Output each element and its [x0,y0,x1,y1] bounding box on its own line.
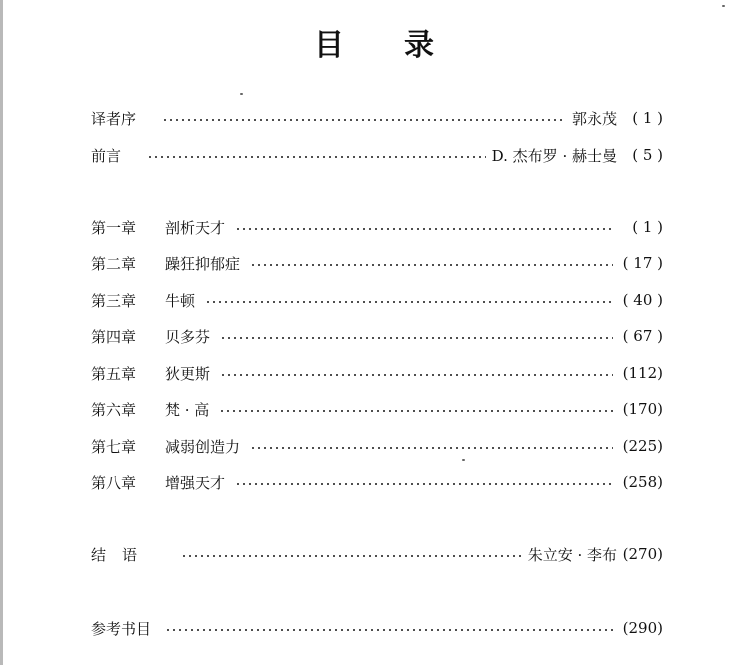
entry-page: (112) [622,364,663,382]
toc-entry-chapter-7[interactable] [91,435,663,457]
chapter-title: 剖析天才 [165,218,226,237]
page-title [0,20,750,64]
entry-page: (270) [622,545,663,563]
entry-page: ( 5 ) [632,146,663,164]
leader-dots [220,337,613,339]
entry-page: ( 17 ) [622,254,663,272]
toc-entry-chapter-1[interactable] [91,216,663,238]
toc-entry-chapter-6[interactable] [91,398,663,420]
entry-page: (258) [622,473,663,491]
chapter-title: 梵 · 高 [165,400,210,419]
leader-dots [162,119,566,121]
chapter-number: 第一章 [91,218,137,237]
entry-title: 参考书目 [91,619,152,638]
leader-dots [165,629,613,631]
toc-entry-chapter-4[interactable] [91,325,663,347]
entry-author: 朱立安 · 李布 [527,545,617,564]
title-char-1: 目 [314,28,346,63]
scan-speck [240,93,243,95]
toc-entry-conclusion[interactable] [91,543,663,565]
leader-dots [219,410,613,412]
chapter-number: 第七章 [91,437,137,456]
leader-dots [235,228,613,230]
chapter-title: 牛顿 [165,291,196,310]
leader-dots [250,447,613,449]
chapter-number: 第二章 [91,254,137,273]
page-left-edge [0,0,3,665]
toc-entry-chapter-3[interactable] [91,289,663,311]
leader-dots [147,156,486,158]
chapter-title: 减弱创造力 [165,437,241,456]
chapter-title: 狄更斯 [165,364,211,383]
entry-author: D. 杰布罗 · 赫士曼 [491,146,617,165]
toc-entry-preface[interactable] [91,144,663,166]
scan-speck [462,459,465,461]
chapter-title: 贝多芬 [165,327,211,346]
chapter-number: 第五章 [91,364,137,383]
leader-dots [250,264,613,266]
chapter-number: 第六章 [91,400,137,419]
chapter-title: 躁狂抑郁症 [165,254,241,273]
leader-dots [235,483,613,485]
entry-page: (290) [622,619,663,637]
entry-page: ( 67 ) [622,327,663,345]
entry-page: ( 40 ) [622,291,663,309]
entry-title: 结语 [91,545,154,564]
toc-entry-bibliography[interactable] [91,617,663,639]
leader-dots [181,555,522,557]
chapter-number: 第八章 [91,473,137,492]
entry-title: 译者序 [91,109,137,128]
entry-page: ( 1 ) [632,109,663,127]
toc-entry-translator-preface[interactable] [91,107,663,129]
chapter-number: 第四章 [91,327,137,346]
title-char-2: 录 [404,28,436,63]
leader-dots [205,301,613,303]
leader-dots [220,374,613,376]
toc-entry-chapter-2[interactable] [91,252,663,274]
entry-page: ( 1 ) [632,218,663,236]
chapter-title: 增强天才 [165,473,226,492]
entry-page: (170) [622,400,663,418]
entry-title: 前言 [91,146,122,165]
chapter-number: 第三章 [91,291,137,310]
scan-speck [722,5,725,7]
toc-entry-chapter-8[interactable] [91,471,663,493]
toc-entry-chapter-5[interactable] [91,362,663,384]
entry-page: (225) [622,437,663,455]
entry-author: 郭永茂 [571,109,617,128]
